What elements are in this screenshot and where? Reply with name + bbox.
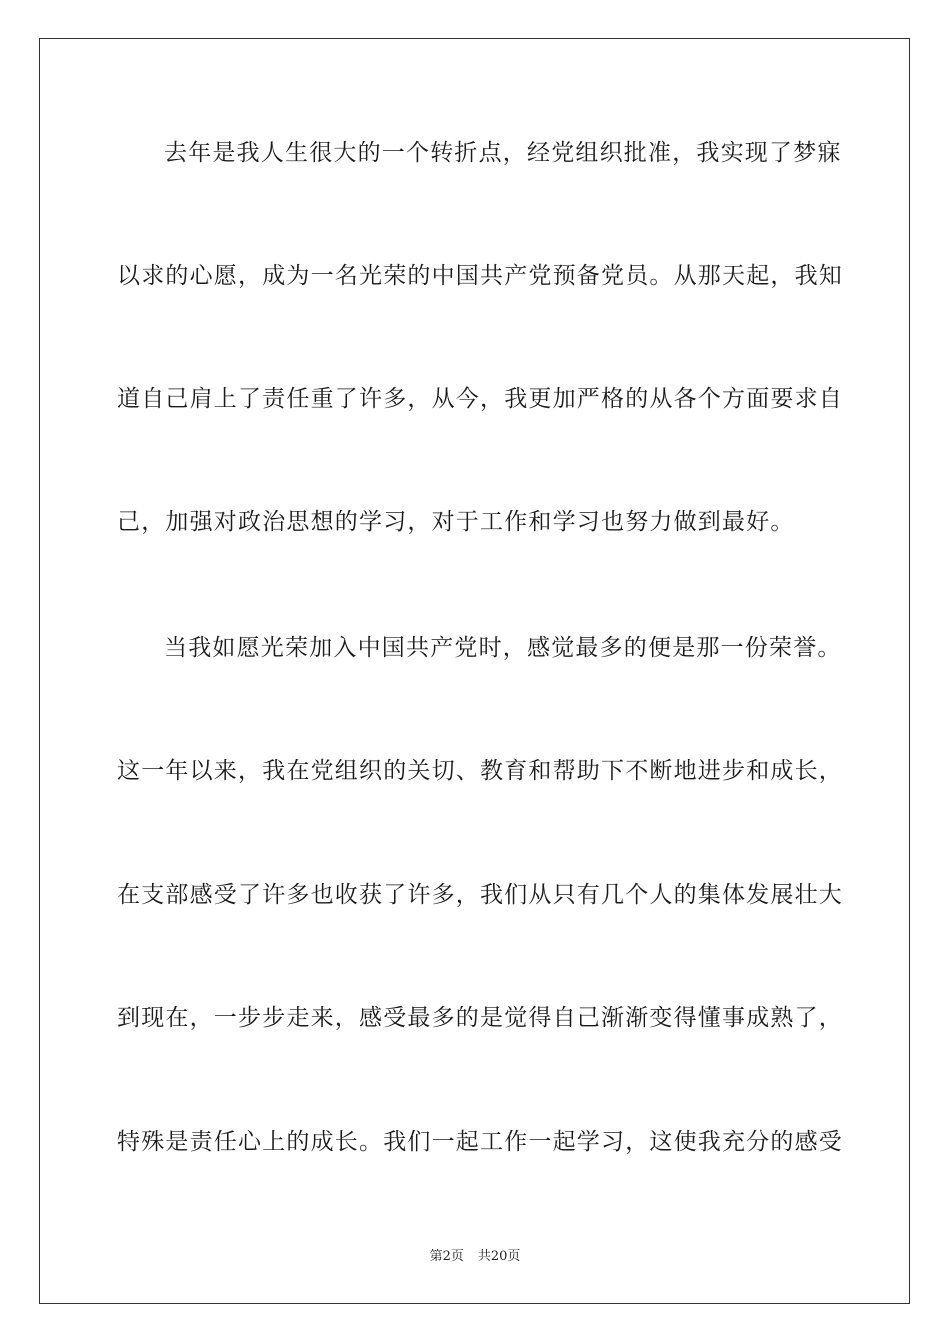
paragraph-1-line-1: 去年是我人生很大的一个转折点，经党组织批准，我实现了梦寐 xyxy=(164,140,842,166)
page-footer xyxy=(0,1248,950,1266)
page-border xyxy=(39,38,910,1304)
paragraph-2-line-5: 特殊是责任心上的成长。我们一起工作一起学习，这使我充分的感受 xyxy=(117,1129,843,1155)
paragraph-2-line-3: 在支部感受了许多也收获了许多，我们从只有几个人的集体发展壮大 xyxy=(117,882,843,908)
paragraph-1-line-2: 以求的心愿，成为一名光荣的中国共产党预备党员。从那天起，我知 xyxy=(117,263,843,289)
paragraph-2-line-1: 当我如愿光荣加入中国共产党时，感觉最多的便是那一份荣誉。 xyxy=(164,635,842,661)
page-number: 第2页 xyxy=(429,1249,464,1264)
paragraph-2-line-2: 这一年以来，我在党组织的关切、教育和帮助下不断地进步和成长， xyxy=(117,758,843,784)
paragraph-1-line-4: 己，加强对政治思想的学习，对于工作和学习也努力做到最好。 xyxy=(117,509,795,535)
paragraph-2-line-4: 到现在，一步步走来，感受最多的是觉得自己渐渐变得懂事成熟了， xyxy=(117,1005,843,1031)
paragraph-1-line-3: 道自己肩上了责任重了许多，从今，我更加严格的从各个方面要求自 xyxy=(117,386,843,412)
page-total: 共20页 xyxy=(477,1249,521,1264)
